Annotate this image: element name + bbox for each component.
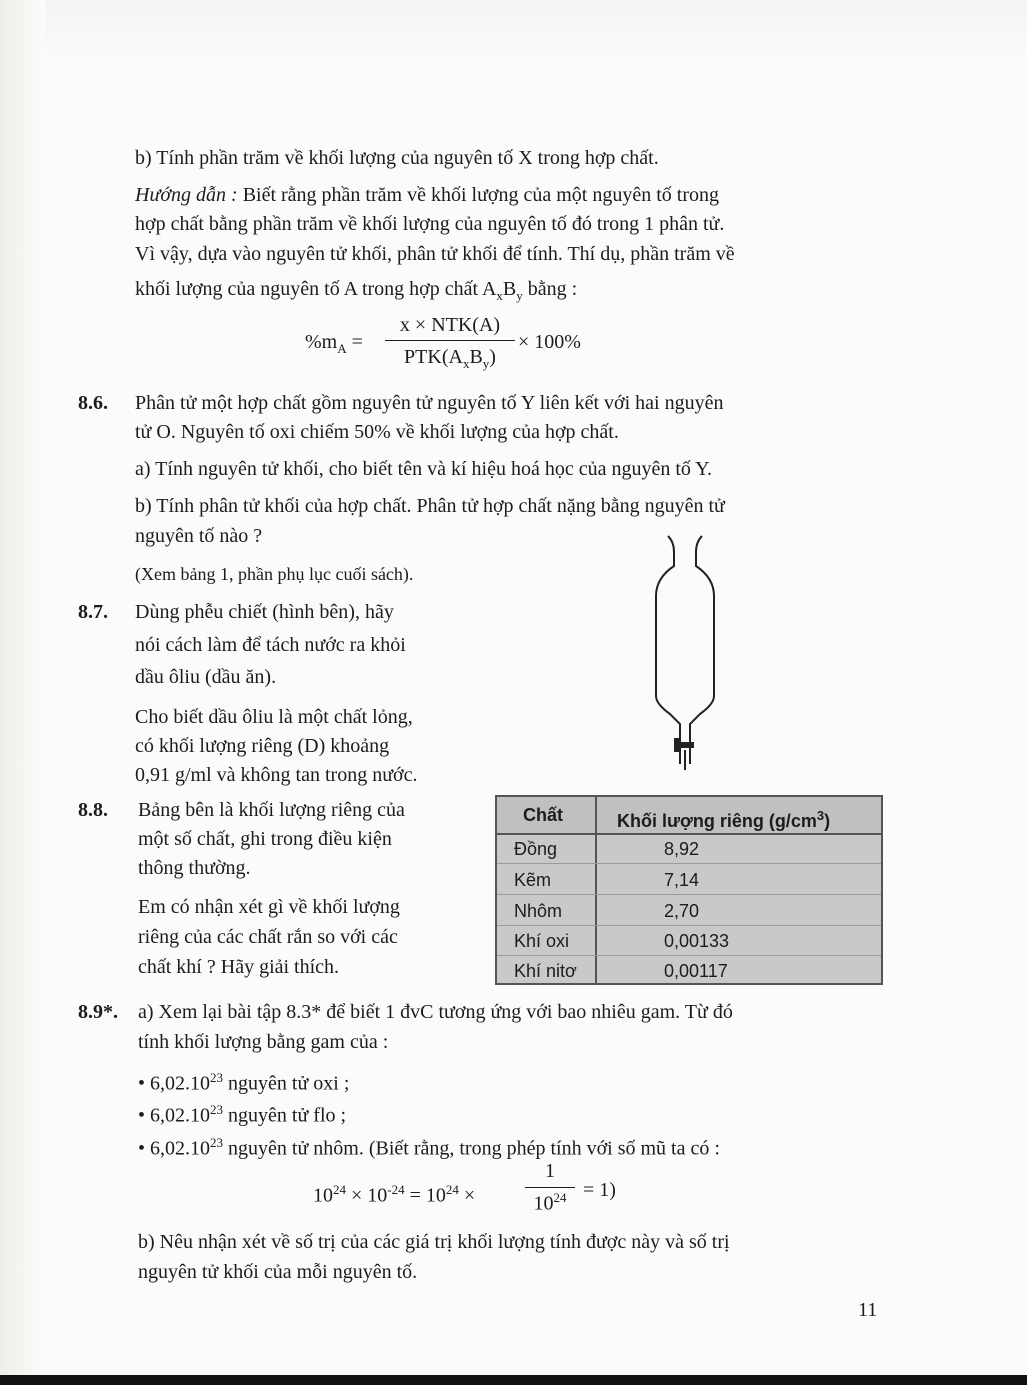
separatory-funnel-icon (640, 528, 730, 778)
q87-line-2: nói cách làm để tách nước ra khỏi (135, 634, 406, 656)
eq-close: = 1) (583, 1179, 616, 1201)
table-header-substance: Chất (523, 805, 563, 825)
q87-line-3: dầu ôliu (dầu ăn). (135, 666, 277, 688)
hd-l4a: khối lượng của nguyên tố A trong hợp chất A (135, 278, 497, 300)
q86-a: a) Tính nguyên tử khối, cho biết tên và kí hiệu hoá học của nguyên tố Y. (135, 458, 713, 480)
page-shadow-left (0, 0, 45, 1385)
formula-denominator: $PTK(A_xB_y)$ (404, 346, 496, 371)
table-row-value: 0,00117 (664, 961, 728, 981)
q88-line-3: thông thường. (138, 857, 251, 879)
hd-line-3: Vì vậy, dựa vào nguyên tử khối, phân tử khối để tính. Thí dụ, phần trăm về (135, 243, 735, 265)
q86-number: 8.6. (78, 392, 108, 414)
exponent-equation: $10^{24} \times 10^{-24} = 10^{24}$ × (313, 1182, 476, 1207)
q88-line-1: Bảng bên là khối lượng riêng của (138, 799, 405, 821)
hd-l1: Biết rằng phần trăm về khối lượng của một nguyên tố trong (242, 184, 720, 206)
q89-line-2: tính khối lượng bằng gam của : (138, 1031, 389, 1053)
q87-line-4: Cho biết dầu ôliu là một chất lỏng, (135, 706, 413, 728)
q86-note: (Xem bảng 1, phần phụ lục cuối sách). (135, 564, 414, 584)
formula-tail: × 100% (518, 331, 581, 353)
q89-bullet-2: • 6,02.10$^{23}$ nguyên tử flo ; (138, 1102, 347, 1127)
q88-number: 8.8. (78, 799, 108, 821)
q88-line-2: một số chất, ghi trong điều kiện (138, 828, 392, 850)
q89-line-1: a) Xem lại bài tập 8.3* để biết 1 đvC tương ứng với bao nhiêu gam. Từ đó (138, 1001, 733, 1023)
page-number: 11 (858, 1299, 878, 1321)
q86-line-2: tử O. Nguyên tố oxi chiếm 50% về khối lượng của hợp chất. (135, 421, 619, 443)
eq-denominator: $10^{24}$ (533, 1190, 567, 1215)
q88-line-4: Em có nhận xét gì về khối lượng (138, 896, 400, 918)
hd-l4b: bằng : (527, 278, 578, 300)
q88-line-6: chất khí ? Hãy giải thích. (138, 956, 340, 978)
q86-b1: b) Tính phân tử khối của hợp chất. Phân tử hợp chất nặng bằng nguyên tử (135, 495, 725, 517)
q87-line-1: Dùng phễu chiết (hình bên), hãy (135, 601, 394, 623)
table-row-name: Khí nitơ (514, 961, 577, 981)
page-shadow-top (0, 0, 1027, 60)
formula-lhs: $\%m_A$ = (305, 331, 363, 356)
q89-number: 8.9*. (78, 1001, 118, 1023)
fraction-bar (385, 340, 515, 341)
bullet-icon: • (138, 1072, 146, 1095)
density-table (495, 795, 883, 985)
q88-line-5: riêng của các chất rắn so với các (138, 926, 398, 948)
table-row-value: 7,14 (664, 870, 700, 890)
table-row-name: Nhôm (514, 901, 563, 921)
q89-bullet-3: • 6,02.10$^{23}$ nguyên tử nhôm. (Biết rằng, trong phép tính với số mũ ta có : (138, 1135, 720, 1160)
q89-b-line-1: b) Nêu nhận xét về số trị của các giá trị khối lượng tính được này và số trị (138, 1231, 730, 1253)
eq-fraction-bar (525, 1187, 575, 1188)
q87-line-5: có khối lượng riêng (D) khoảng (135, 735, 390, 757)
formula-numerator: x × NTK(A) (399, 314, 501, 336)
scan-bottom-edge (0, 1375, 1027, 1385)
p1-text: b) Tính phần trăm về khối lượng của nguyên tố X trong hợp chất. (135, 147, 659, 169)
q87-number: 8.7. (78, 601, 108, 623)
q86-line-1: Phân tử một hợp chất gồm nguyên tử nguyên tố Y liên kết với hai nguyên (135, 392, 724, 414)
bullet-icon: • (138, 1137, 146, 1160)
table-row-name: Khí oxi (514, 931, 570, 951)
hd-line-4: khối lượng của nguyên tố A trong hợp chất $A_xB_y$ bằng : (135, 278, 578, 303)
bullet-icon: • (138, 1104, 146, 1127)
q86-b2: nguyên tố nào ? (135, 525, 263, 547)
q89-bullet-1: • 6,02.10$^{23}$ nguyên tử oxi ; (138, 1070, 350, 1095)
hd-line-1 (135, 183, 719, 207)
table-row-value: 0,00133 (664, 931, 730, 951)
eq-numerator: 1 (545, 1160, 555, 1182)
hd-label: Hướng dẫn : (135, 184, 238, 206)
table-row-name: Kẽm (514, 870, 552, 890)
table-row-name: Đồng (514, 839, 558, 859)
hd-line-2: hợp chất bằng phần trăm về khối lượng của nguyên tố đó trong 1 phân tử. (135, 213, 725, 235)
table-row-value: 8,92 (664, 839, 700, 859)
q89-b-line-2: nguyên tử khối của mỗi nguyên tố. (138, 1261, 418, 1283)
table-header-density: Khối lượng riêng $(g/cm^3)$ (617, 808, 831, 831)
table-row-value: 2,70 (664, 901, 700, 921)
q87-line-6: 0,91 g/ml và không tan trong nước. (135, 764, 418, 786)
